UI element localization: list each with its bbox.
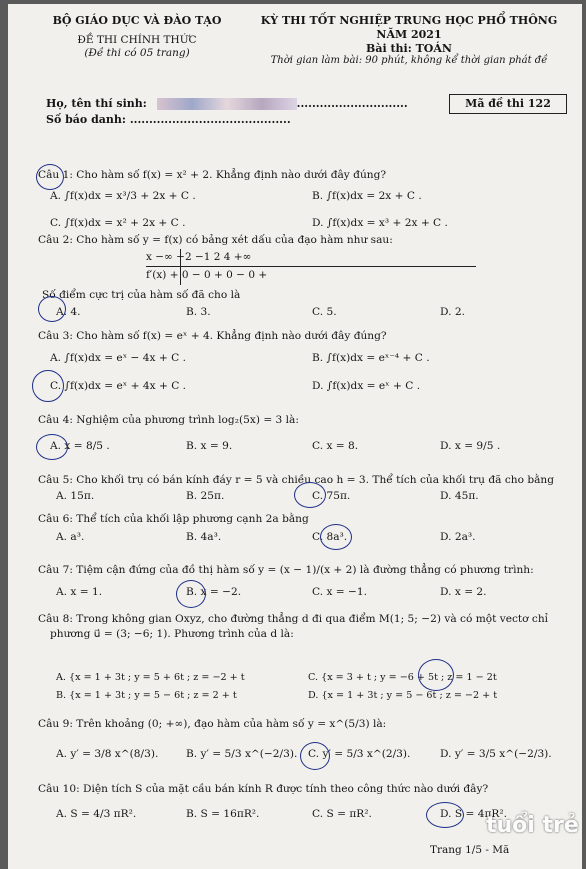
q8-option-b: B. {x = 1 + 3t ; y = 5 − 6t ; z = 2 + t (56, 690, 237, 701)
q1-option-d: D. ∫f(x)dx = x³ + 2x + C . (312, 217, 448, 229)
exam-title: KỲ THI TỐT NGHIỆP TRUNG HỌC PHỔ THÔNG NĂM 2021 (260, 14, 558, 41)
exam-code-box: Mã đề thi 122 (449, 94, 567, 114)
q5-option-c: C. 75π. (312, 490, 351, 502)
q10-option-d: D. S = 4πR². (440, 808, 508, 820)
candidate-info (46, 96, 408, 128)
q4-option-d: D. x = 9/5 . (440, 440, 501, 452)
question-6: Câu 6: Thể tích của khối lập phương cạnh 2a bằng (38, 513, 309, 525)
watermark-logo: tuổi trẻ (486, 813, 579, 838)
q9-option-a: A. y′ = 3/8 x^(8/3). (56, 748, 159, 760)
answer-circle (32, 370, 64, 402)
id-label: Số báo danh: (46, 112, 130, 126)
q5-option-a: A. 15π. (56, 490, 95, 502)
page-footer: Trang 1/5 - Mã (430, 844, 510, 856)
q3-option-b: B. ∫f(x)dx = eˣ⁻⁴ + C . (312, 352, 430, 364)
q4-option-c: C. x = 8. (312, 440, 359, 452)
redacted-name (157, 98, 297, 110)
answer-circle (426, 802, 464, 828)
table-hline (146, 266, 476, 267)
q7-option-a: A. x = 1. (56, 586, 103, 598)
exam-page (8, 4, 582, 869)
question-8: Câu 8: Trong không gian Oxyz, cho đường thẳng d đi qua điểm M(1; 5; −2) và có một vectơ chỉ (38, 613, 549, 625)
question-2: Câu 2: Cho hàm số y = f(x) có bảng xét dấu của đạo hàm như sau: (38, 234, 393, 246)
q2-subtext: Số điểm cực trị của hàm số đã cho là (42, 289, 241, 301)
q2-option-a: A. 4. (56, 306, 81, 318)
header-left (22, 14, 252, 60)
answer-circle (418, 659, 454, 691)
answer-circle (300, 742, 330, 770)
q3-option-d: D. ∫f(x)dx = eˣ + C . (312, 380, 421, 392)
answer-circle (36, 434, 68, 460)
q9-option-c: C. y′ = 5/3 x^(2/3). (308, 748, 411, 760)
q8-subtext: phương u⃗ = (3; −6; 1). Phương trình của d là: (50, 628, 294, 640)
sign-row-x: x −∞ −2 −1 2 4 +∞ (146, 251, 252, 263)
question-10: Câu 10: Diện tích S của mặt cầu bán kính R được tính theo công thức nào dưới đây? (38, 783, 489, 795)
question-9: Câu 9: Trên khoảng (0; +∞), đạo hàm của hàm số y = x^(5/3) là: (38, 718, 387, 730)
name-dots: ............................. (296, 97, 408, 110)
time-note: Thời gian làm bài: 90 phút, không kể thời gian phát đề (270, 55, 548, 67)
q10-option-b: B. S = 16πR². (186, 808, 260, 820)
pages-note: (Đề thi có 05 trang) (84, 46, 190, 59)
q10-option-a: A. S = 4/3 πR². (56, 808, 137, 820)
q2-option-c: C. 5. (312, 306, 337, 318)
id-dots: .......................................... (129, 112, 291, 126)
sign-row-fprime: f′(x) + 0 − 0 + 0 − 0 + (146, 269, 268, 281)
q8-option-d: D. {x = 1 + 3t ; y = 5 − 6t ; z = −2 + t (308, 690, 498, 701)
q6-option-a: A. a³. (56, 531, 85, 543)
q8-option-a: A. {x = 1 + 3t ; y = 5 + 6t ; z = −2 + t (56, 672, 245, 683)
q9-option-d: D. y′ = 3/5 x^(−2/3). (440, 748, 552, 760)
q7-option-d: D. x = 2. (440, 586, 487, 598)
header-right (244, 14, 574, 68)
q7-option-c: C. x = −1. (312, 586, 368, 598)
q8-option-c: C. {x = 3 + t ; y = −6 + 5t ; z = 1 − 2t (308, 672, 497, 683)
question-5: Câu 5: Cho khối trụ có bán kính đáy r = 5 và chiều cao h = 3. Thể tích của khối trụ đã cho bằng (38, 474, 555, 486)
q2-option-d: D. 2. (440, 306, 465, 318)
q4-option-b: B. x = 9. (186, 440, 233, 452)
answer-circle (176, 580, 206, 608)
question-4: Câu 4: Nghiệm của phương trình log₂(5x) = 3 là: (38, 414, 299, 426)
q1-option-a: A. ∫f(x)dx = x³/3 + 2x + C . (50, 190, 196, 202)
question-7: Câu 7: Tiệm cận đứng của đồ thị hàm số y = (x − 1)/(x + 2) là đường thẳng có phương trình: (38, 564, 534, 576)
answer-circle (294, 482, 326, 508)
answer-circle (36, 164, 64, 190)
q1-option-c: C. ∫f(x)dx = x² + 2x + C . (50, 217, 186, 229)
answer-circle (320, 524, 352, 550)
q4-option-a: A. x = 8/5 . (50, 440, 110, 452)
q9-option-b: B. y′ = 5/3 x^(−2/3). (186, 748, 298, 760)
q3-option-c: C. ∫f(x)dx = eˣ + 4x + C . (50, 380, 187, 392)
q5-option-b: B. 25π. (186, 490, 225, 502)
name-label: Họ, tên thí sinh: (46, 97, 151, 110)
q6-option-b: B. 4a³. (186, 531, 222, 543)
answer-circle (38, 296, 66, 322)
q6-option-c: C. 8a³. (312, 531, 348, 543)
q2-option-b: B. 3. (186, 306, 211, 318)
ministry-name: BỘ GIÁO DỤC VÀ ĐÀO TẠO (52, 14, 222, 27)
subject-label: Bài thi: TOÁN (366, 41, 452, 55)
q3-option-a: A. ∫f(x)dx = eˣ − 4x + C . (50, 352, 186, 364)
question-3: Câu 3: Cho hàm số f(x) = eˣ + 4. Khẳng định nào dưới đây đúng? (38, 330, 387, 342)
question-1: Câu 1: Cho hàm số f(x) = x² + 2. Khẳng định nào dưới đây đúng? (38, 169, 387, 181)
q6-option-d: D. 2a³. (440, 531, 476, 543)
q1-option-b: B. ∫f(x)dx = 2x + C . (312, 190, 422, 202)
q7-option-b: B. x = −2. (186, 586, 242, 598)
q10-option-c: C. S = πR². (312, 808, 372, 820)
q5-option-d: D. 45π. (440, 490, 479, 502)
official-label: ĐỀ THI CHÍNH THỨC (77, 33, 197, 46)
